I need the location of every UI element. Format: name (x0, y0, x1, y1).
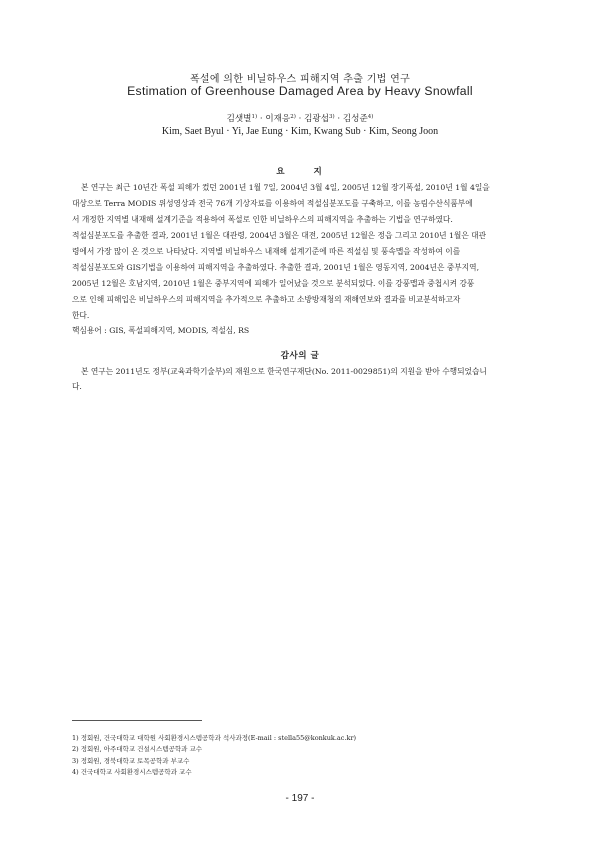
author-footnote-mark: 4) (367, 114, 374, 120)
abstract-line: 한다. (72, 311, 90, 320)
abstract-line: 령에서 가장 많이 온 것으로 나타났다. 지역별 비닐하우스 내재해 설계기준에 따른 적설심 및 풍속맵을 작성하여 이를 (72, 247, 461, 256)
keywords-label: 핵심용어 : (72, 326, 110, 335)
abstract-line: 적설심분포도를 추출한 결과, 2001년 1월은 대관령, 2004년 3월은 대전, 2005년 12월은 정읍 그리고 2010년 1월은 대관 (72, 231, 487, 240)
footnote: 3) 정회원, 경북대학교 토목공학과 부교수 (72, 757, 190, 765)
abstract-heading: 요 지 (276, 167, 324, 177)
paper-title-english: Estimation of Greenhouse Damaged Area by Heavy Snowfall (127, 84, 473, 98)
footnote: 2) 정회원, 아주대학교 건설시스템공학과 교수 (72, 745, 203, 753)
author-separator: · (257, 114, 266, 124)
abstract-line: 2005년 12월은 호남지역, 2010년 1월은 중부지역에 피해가 일어났을 것으로 분석되었다. 이를 강풍맵과 중첩시켜 강풍 (72, 279, 475, 288)
author-footnote-mark: 2) (290, 114, 296, 120)
abstract-line: 적설심분포도와 GIS기법을 이용하여 피해지역을 추출하였다. 추출한 결과, 2001년 1월은 영동지역, 2004년은 중부지역, (72, 263, 480, 272)
author-name: 이재응 (265, 114, 291, 124)
footnote-divider (72, 720, 202, 721)
footnote: 1) 정회원, 건국대학교 대학원 사회환경시스템공학과 석사과정(E-mail : stella55@konkuk.ac.kr) (72, 734, 357, 742)
abstract-line: 대상으로 Terra MODIS 위성영상과 전국 76개 기상자료를 이용하여 적설심분포도를 구축하고, 이를 농림수산식품부에 (72, 199, 473, 208)
authors-korean (0, 112, 600, 124)
abstract-line: 본 연구는 최근 10년간 폭설 피해가 컸던 2001년 1월 7일, 2004년 3월 4일, 2005년 12월 장기폭설, 2010년 1월 4일을 (81, 183, 490, 192)
author-footnote-mark: 3) (329, 114, 335, 120)
acknowledgment-heading: 감사의 글 (280, 351, 320, 361)
author-name: 김성준 (342, 114, 368, 124)
acknowledgment-line: 다. (72, 382, 82, 391)
author-footnote-mark: 1) (251, 114, 258, 120)
paper-title-korean: 폭설에 의한 비닐하우스 피해지역 추출 기법 연구 (189, 74, 411, 85)
authors-english: Kim, Saet Byul · Yi, Jae Eung · Kim, Kwang Sub · Kim, Seong Joon (161, 126, 439, 137)
abstract-line: 서 개정한 지역별 내재해 설계기준을 적용하여 폭설로 인한 비닐하우스의 피해지역을 추출하는 기법을 연구하였다. (72, 215, 453, 224)
author-separator: · (334, 114, 343, 124)
abstract-line: 으로 인해 피해입은 비닐하우스의 피해지역을 추가적으로 추출하고 소방방재청의 재해연보와 결과를 비교분석하고자 (72, 295, 461, 304)
acknowledgment-line: 본 연구는 2011년도 정부(교육과학기술부)의 재원으로 한국연구재단(No. 2011-0029851)의 지원을 받아 수행되었습니 (81, 367, 487, 376)
author-name: 김샛별 (226, 114, 252, 124)
page-number: - 197 - (285, 793, 315, 804)
author-name: 김광섭 (304, 114, 329, 124)
footnote: 4) 건국대학교 사회환경시스템공학과 교수 (72, 768, 192, 776)
keywords-value: GIS, 폭설피해지역, MODIS, 적설심, RS (109, 326, 250, 335)
keywords (72, 325, 528, 336)
author-separator: · (295, 114, 305, 124)
